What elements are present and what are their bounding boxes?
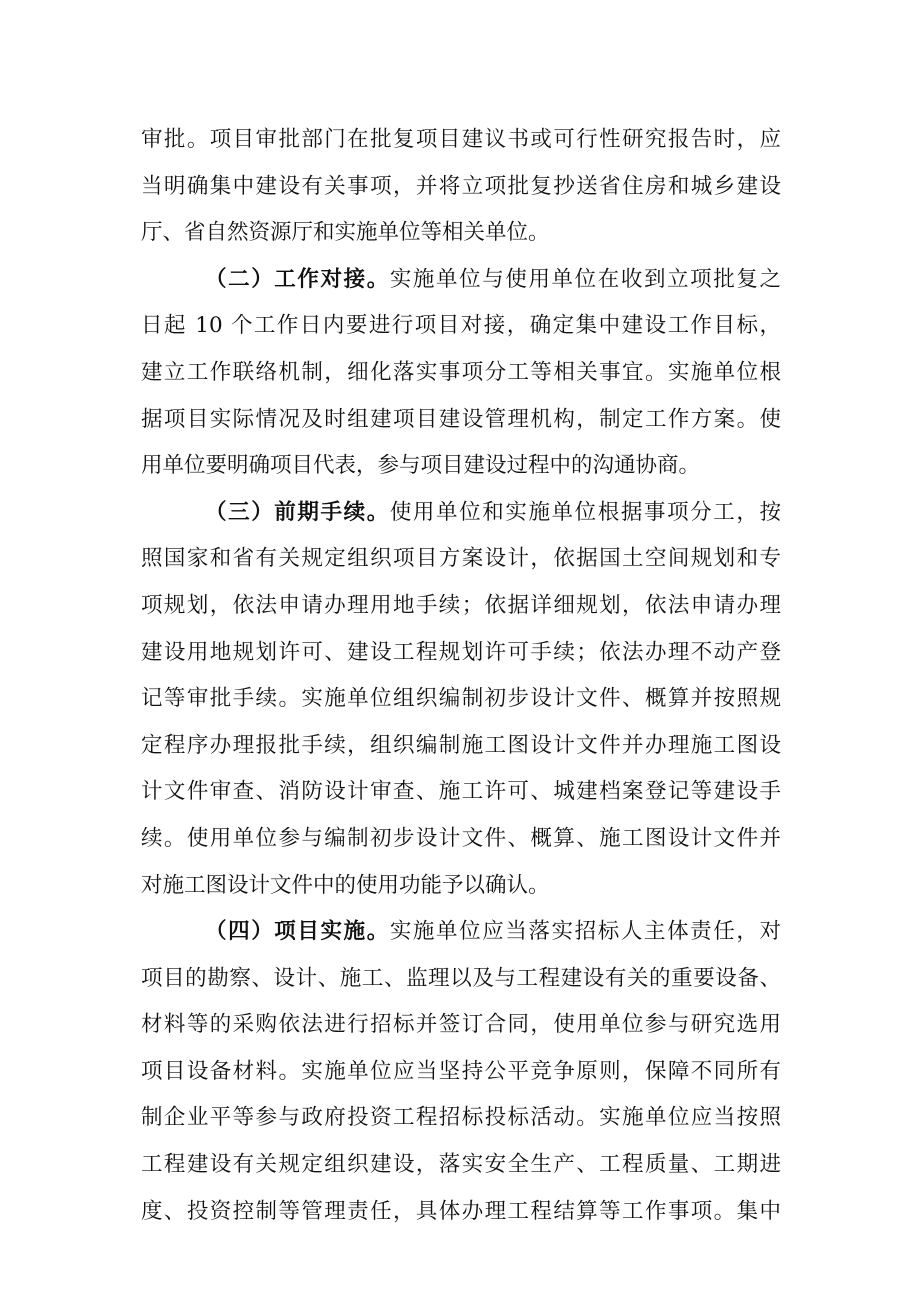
text-line: 建立工作联络机制，细化落实事项分工等相关事宜。实施单位根 [141,359,781,385]
text-run: 实施单位与使用单位在收到立项批复之 [389,266,781,292]
section-4-first-line [141,909,781,956]
text-run: 使用单位和实施单位根据事项分工，按 [389,499,781,525]
text-run: 实施单位应当落实招标人主体责任，对 [389,919,781,945]
section-2-first-line [141,257,781,304]
text-line: 对施工图设计文件中的使用功能予以确认。 [141,872,550,898]
text-line: 计文件审查、消防设计审查、施工许可、城建档案登记等建设手 [141,779,781,805]
text-line: 日起 10 个工作日内要进行项目对接，确定集中建设工作目标， [141,313,781,339]
text-line: 据项目实际情况及时组建项目建设管理机构，制定工作方案。使 [141,406,781,432]
text-line: 审批。项目审批部门在批复项目建议书或可行性研究报告时，应 [141,127,781,152]
text-line: 项规划，依法申请办理用地手续；依据详细规划，依法申请办理 [141,592,781,618]
section-heading-work-connection: （二）工作对接。 [205,266,390,292]
text-line: 制企业平等参与政府投资工程招标投标活动。实施单位应当按照 [141,1105,781,1131]
text-line: 续。使用单位参与编制初步设计文件、概算、施工图设计文件并 [141,825,781,851]
section-heading-project-implementation: （四）项目实施。 [205,919,390,945]
text-line: 建设用地规划许可、建设工程规划许可手续；依法办理不动产登 [141,639,781,665]
text-line: 材料等的采购依法进行招标并签订合同，使用单位参与研究选用 [141,1012,781,1038]
text-line: 定程序办理报批手续，组织编制施工图设计文件并办理施工图设 [141,732,781,758]
document-body [141,117,781,1235]
text-line: 当明确集中建设有关事项，并将立项批复抄送省住房和城乡建设 [141,173,781,199]
text-line: 度、投资控制等管理责任，具体办理工程结算等工作事项。集中 [141,1198,781,1224]
text-line: 照国家和省有关规定组织项目方案设计，依据国土空间规划和专 [141,546,781,572]
section-3-first-line [141,490,781,537]
text-line: 项目设备材料。实施单位应当坚持公平竞争原则，保障不同所有 [141,1058,781,1084]
text-line: 工程建设有关规定组织建设，落实安全生产、工程质量、工期进 [141,1152,781,1178]
text-line: 记等审批手续。实施单位组织编制初步设计文件、概算并按照规 [141,686,781,712]
text-line: 项目的勘察、设计、施工、监理以及与工程建设有关的重要设备、 [141,965,781,991]
text-line: 用单位要明确项目代表，参与项目建设过程中的沟通协商。 [141,453,701,479]
text-line: 厅、省自然资源厅和实施单位等相关单位。 [141,220,550,246]
section-heading-preliminary-procedures: （三）前期手续。 [205,499,390,525]
